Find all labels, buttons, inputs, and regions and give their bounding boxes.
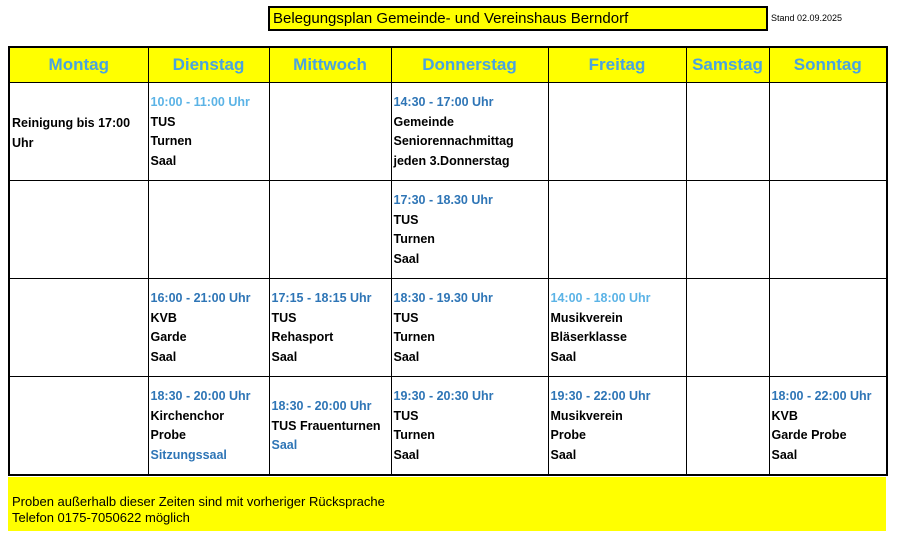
booking-activity: Turnen: [393, 330, 435, 344]
booking-time: 19:30 - 20:30 Uhr: [393, 389, 494, 403]
booking-room: Saal: [550, 349, 577, 364]
booking-group: KVB: [771, 408, 798, 423]
cell-dienstag-4: [148, 377, 269, 475]
booking-room: Sitzungssaal: [150, 447, 227, 462]
cell-mittwoch-3: [269, 279, 391, 377]
booking-activity: Garde: [150, 330, 187, 344]
booking-time: 18:30 - 20:00 Uhr: [150, 389, 251, 403]
cell-samstag-4: [686, 377, 769, 475]
cell-dienstag-3: [148, 279, 269, 377]
cleaning-note: Reinigung bis 17:00: [12, 116, 131, 130]
cell-freitag-4: [548, 377, 686, 475]
day-header-row: [9, 47, 887, 83]
cell-mittwoch-4: [269, 377, 391, 475]
cell-donnerstag-2: [391, 181, 548, 279]
cell-sonntag-4: [769, 377, 887, 475]
booking-activity: Bläserklasse: [550, 330, 627, 344]
cell-montag-2: [9, 181, 148, 279]
booking-activity: Turnen: [150, 134, 192, 148]
cell-freitag-3: [548, 279, 686, 377]
cell-mittwoch-1: [269, 83, 391, 181]
booking-time: 16:00 - 21:00 Uhr: [150, 291, 251, 305]
cell-samstag-3: [686, 279, 769, 377]
booking-group: TUS Frauenturnen: [271, 418, 381, 433]
cell-freitag-2: [548, 181, 686, 279]
booking-activity: Turnen: [393, 428, 435, 442]
day-header-donnerstag: Donnerstag: [391, 47, 548, 83]
cell-sonntag-3: [769, 279, 887, 377]
booking-group: KVB: [150, 310, 177, 325]
schedule-table: [8, 46, 888, 476]
booking-group: Gemeinde: [393, 114, 454, 129]
booking-activity: Probe: [550, 428, 586, 442]
booking-time: 18:00 - 22:00 Uhr: [771, 389, 872, 403]
cell-dienstag-2: [148, 181, 269, 279]
booking-room: Saal: [150, 349, 177, 364]
booking-time: 19:30 - 22:00 Uhr: [550, 389, 651, 403]
day-header-freitag: Freitag: [548, 47, 686, 83]
cell-montag-1: [9, 83, 148, 181]
booking-group: Musikverein: [550, 310, 623, 325]
day-header-samstag: Samstag: [686, 47, 769, 83]
schedule-row: [9, 377, 887, 475]
cleaning-note-unit: Uhr: [12, 135, 34, 150]
booking-room: Saal: [271, 438, 298, 452]
booking-activity: Turnen: [393, 232, 435, 246]
footer-line-1: Proben außerhalb dieser Zeiten sind mit vorheriger Rücksprache: [12, 494, 385, 509]
booking-group: TUS: [393, 408, 419, 423]
cell-donnerstag-4: [391, 377, 548, 475]
footer-line-2: Telefon 0175-7050622 möglich: [12, 510, 190, 525]
booking-room: Saal: [271, 349, 298, 364]
cell-samstag-1: [686, 83, 769, 181]
booking-time: 18:30 - 19.30 Uhr: [393, 291, 493, 305]
booking-room: Saal: [550, 447, 577, 462]
booking-room: Saal: [393, 349, 420, 364]
booking-time: 17:15 - 18:15 Uhr: [271, 291, 372, 305]
page-title: Belegungsplan Gemeinde- und Vereinshaus Berndorf: [268, 6, 768, 31]
booking-room: Saal: [771, 447, 798, 462]
booking-group: TUS: [150, 114, 176, 129]
cell-samstag-2: [686, 181, 769, 279]
cell-dienstag-1: [148, 83, 269, 181]
cell-montag-4: [9, 377, 148, 475]
booking-room: Saal: [150, 153, 177, 168]
booking-group: Musikverein: [550, 408, 623, 423]
cell-sonntag-2: [769, 181, 887, 279]
day-header-montag: Montag: [9, 47, 148, 83]
booking-group: TUS: [393, 212, 419, 227]
schedule-row: [9, 181, 887, 279]
booking-activity: Rehasport: [271, 330, 334, 344]
schedule-row: [9, 279, 887, 377]
day-header-dienstag: Dienstag: [148, 47, 269, 83]
booking-room: Saal: [393, 251, 420, 266]
cell-donnerstag-3: [391, 279, 548, 377]
booking-time: 14:30 - 17:00 Uhr: [393, 95, 494, 109]
booking-room: Saal: [393, 447, 420, 462]
booking-time: 10:00 - 11:00 Uhr: [150, 95, 250, 109]
footer-note: [8, 477, 886, 531]
booking-time: 14:00 - 18:00 Uhr: [550, 291, 651, 305]
booking-group: TUS: [393, 310, 419, 325]
booking-group: Kirchenchor: [150, 408, 225, 423]
cell-mittwoch-2: [269, 181, 391, 279]
day-header-sonntag: Sonntag: [769, 47, 887, 83]
booking-group: TUS: [271, 310, 297, 325]
booking-activity: Seniorennachmittag: [393, 134, 514, 148]
schedule-row: [9, 83, 887, 181]
cell-sonntag-1: [769, 83, 887, 181]
booking-time: 17:30 - 18.30 Uhr: [393, 193, 493, 207]
booking-time: 18:30 - 20:00 Uhr: [271, 399, 372, 413]
cell-freitag-1: [548, 83, 686, 181]
day-header-mittwoch: Mittwoch: [269, 47, 391, 83]
booking-activity: Garde Probe: [771, 428, 847, 442]
stand-date: Stand 02.09.2025: [771, 13, 843, 23]
booking-activity: Probe: [150, 428, 186, 442]
cell-montag-3: [9, 279, 148, 377]
booking-note: jeden 3.Donnerstag: [393, 153, 510, 168]
cell-donnerstag-1: [391, 83, 548, 181]
